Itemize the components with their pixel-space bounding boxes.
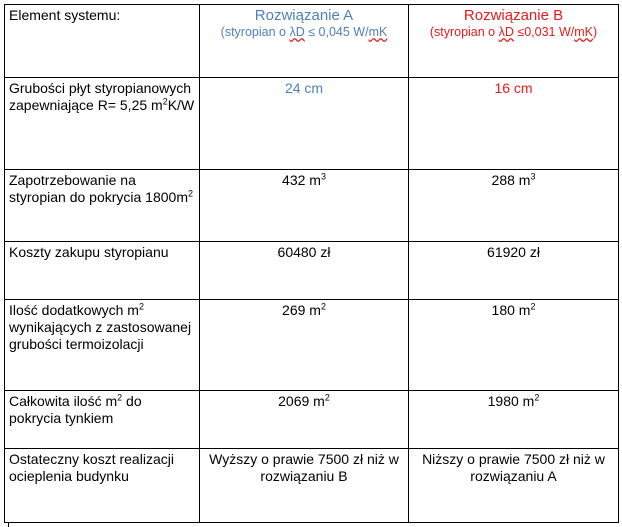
row-label-text-post: do pokrycia tynkiem — [9, 393, 142, 427]
value-b-sup: 2 — [534, 392, 540, 403]
value-a-text: 269 m — [282, 302, 321, 319]
row-label-final-cost — [5, 448, 200, 522]
table-row — [5, 391, 619, 448]
table-row — [5, 448, 619, 522]
value-b-sup: 2 — [530, 301, 536, 312]
row-label-text: Całkowita ilość m — [9, 393, 118, 410]
row-label-text: Ostateczny koszt realizacji ocieplenia budynku — [9, 450, 174, 484]
row-value-b — [409, 78, 619, 169]
value-a-sup: 2 — [320, 301, 326, 312]
row-label-text: Ilość dodatkowych m — [9, 302, 139, 319]
cursor-mark — [8, 523, 9, 527]
value-a-sup: 3 — [320, 170, 326, 181]
row-label-additional — [5, 300, 200, 391]
value-b-text: 61920 zł — [487, 243, 540, 260]
header-b-sub-mk: mK — [574, 25, 593, 39]
header-element-cell — [5, 5, 200, 78]
value-b-text: 1980 m — [487, 393, 535, 410]
row-label-sup: 2 — [188, 187, 194, 198]
value-b-sup: 3 — [530, 170, 536, 181]
row-label-sup: 2 — [162, 96, 168, 107]
row-label-text: Zapotrzebowanie na styropian do pokrycia 1800m — [9, 171, 188, 205]
row-label-text: Koszty zakupu styropianu — [9, 243, 169, 260]
value-a-text: 60480 zł — [277, 243, 331, 260]
comparison-table — [4, 4, 619, 523]
row-label-text: Grubości płyt styropianowych zapewniające R= 5,25 m — [9, 80, 192, 114]
row-value-a — [200, 300, 409, 391]
row-label-demand — [5, 169, 200, 241]
header-a-sub-mk: mK — [368, 25, 388, 39]
value-b-text: Niższy o prawie 7500 zł niż w rozwiązaniu A — [422, 450, 605, 484]
row-label-thickness — [5, 78, 200, 169]
row-label-total — [5, 391, 200, 448]
row-value-a — [200, 78, 409, 169]
header-element-label: Element systemu: — [9, 7, 121, 23]
table-row — [5, 169, 619, 241]
row-value-a — [200, 391, 409, 448]
header-solution-b-subtitle — [413, 25, 614, 40]
value-a-text: Wyższy o prawie 7500 zł niż w rozwiązaniu B — [209, 450, 399, 484]
header-b-sub-lambda: λD — [498, 25, 514, 39]
header-b-sub-pre: (styropian o — [429, 25, 499, 39]
row-value-b — [409, 169, 619, 241]
value-b-text: 180 m — [491, 302, 531, 319]
header-solution-a-cell — [200, 5, 409, 78]
table-row — [5, 241, 619, 299]
header-b-sub-end: ) — [593, 25, 598, 39]
row-value-a — [200, 241, 409, 299]
row-value-b — [409, 448, 619, 522]
header-solution-b-title: Rozwiązanie B — [463, 7, 564, 24]
value-a-text: 2069 m — [278, 393, 325, 410]
row-value-a — [200, 169, 409, 241]
header-a-sub-lambda: λD — [289, 25, 305, 39]
table-row — [5, 300, 619, 391]
row-label-text-post: wynikających z zastosowanej grubości termoizolacji — [9, 319, 192, 353]
header-solution-a-title: Rozwiązanie A — [254, 7, 354, 24]
row-value-b — [409, 241, 619, 299]
table-header-row — [5, 5, 619, 78]
header-a-sub-pre: (styropian o — [220, 25, 290, 39]
header-b-sub-post: ≤0,031 W/ — [513, 25, 575, 39]
row-value-b — [409, 391, 619, 448]
row-label-cost — [5, 241, 200, 299]
value-a-text: 24 cm — [284, 80, 324, 97]
value-a-text: 432 m — [282, 171, 321, 188]
value-a-sup: 2 — [324, 392, 330, 403]
header-solution-b-cell — [409, 5, 619, 78]
row-value-a — [200, 448, 409, 522]
header-a-sub-post: ≤ 0,045 W/ — [304, 25, 369, 39]
header-solution-a-subtitle — [204, 25, 404, 40]
row-value-b — [409, 300, 619, 391]
value-b-text: 16 cm — [494, 80, 533, 97]
table-row — [5, 78, 619, 169]
value-b-text: 288 m — [491, 171, 531, 188]
row-label-sup: 2 — [138, 301, 144, 312]
row-label-text-post: K/W — [167, 97, 195, 114]
row-label-sup: 2 — [117, 392, 123, 403]
